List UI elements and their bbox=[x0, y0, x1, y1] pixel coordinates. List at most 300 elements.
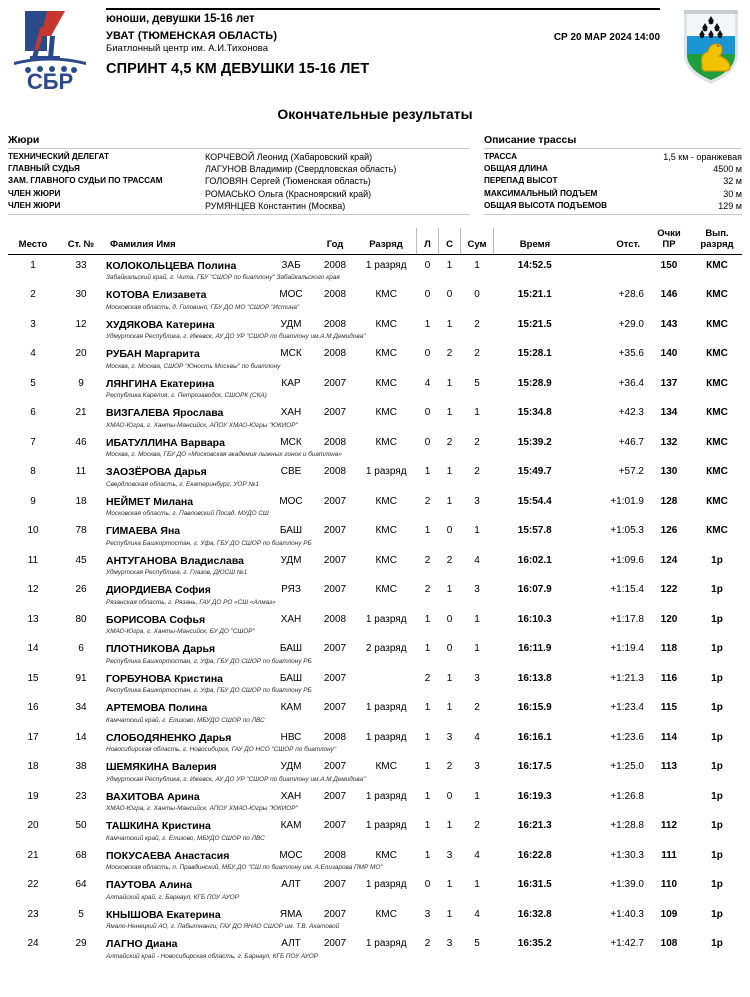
col-awarded-line1: Вып. bbox=[705, 227, 729, 239]
course-key: МАКСИМАЛЬНЫЙ ПОДЪЕМ bbox=[484, 188, 598, 198]
course-row bbox=[484, 151, 742, 163]
birth-year: 2008 bbox=[323, 613, 347, 625]
birth-year: 2007 bbox=[323, 790, 347, 802]
total-penalties: 2 bbox=[474, 436, 480, 448]
region: КАМ bbox=[280, 702, 302, 714]
region: НВС bbox=[280, 731, 302, 743]
region: ХАН bbox=[280, 613, 302, 625]
athlete-club: Камчатский край, г. Елизово, МБУДО СШОР по ЛВС bbox=[106, 716, 265, 724]
awarded-rank: КМС bbox=[706, 466, 728, 478]
athlete-club: Свердловская область, г. Екатеринбург, УОР №1 bbox=[106, 480, 259, 488]
prone-penalties: 0 bbox=[424, 407, 431, 419]
place: 22 bbox=[27, 879, 39, 891]
athlete-cell bbox=[104, 668, 312, 698]
athlete-name: ВАХИТОВА Арина bbox=[106, 790, 200, 803]
total-penalties: 1 bbox=[474, 525, 480, 537]
sport-rank: КМС bbox=[375, 495, 397, 507]
awarded-rank: 1р bbox=[711, 702, 723, 714]
table-row[interactable] bbox=[8, 402, 742, 432]
course-value: 32 м bbox=[723, 176, 742, 187]
athlete-cell bbox=[104, 491, 268, 521]
awarded-rank: 1р bbox=[711, 643, 723, 655]
points: 110 bbox=[660, 879, 678, 891]
birth-year: 2007 bbox=[323, 820, 347, 832]
points: 132 bbox=[660, 436, 678, 448]
jury-person: ГОЛОВЯН Сергей (Тюменская область) bbox=[205, 176, 371, 187]
table-row[interactable] bbox=[8, 786, 742, 816]
col-year: Год bbox=[314, 228, 356, 255]
time-behind: +42.3 bbox=[618, 407, 644, 419]
athlete-name: ШЕМЯКИНА Валерия bbox=[106, 761, 217, 774]
standing-penalties: 1 bbox=[446, 318, 453, 330]
awarded-rank: 1р bbox=[711, 554, 723, 566]
finish-time: 15:49.7 bbox=[517, 466, 552, 478]
athlete-club: ХМАО-Югра, г. Ханты-Мансийск, АПОУ ХМАО-Югры "ЮКИОР" bbox=[106, 421, 298, 429]
athlete-name: НЕЙМЕТ Милана bbox=[106, 495, 194, 508]
athlete-name: КОТОВА Елизавета bbox=[106, 289, 207, 302]
prone-penalties: 2 bbox=[424, 584, 431, 596]
athlete-name: ПАУТОВА Алина bbox=[106, 879, 193, 892]
awarded-rank: КМС bbox=[706, 495, 728, 507]
course-panel bbox=[484, 134, 742, 215]
prone-penalties: 1 bbox=[424, 820, 431, 832]
course-row bbox=[484, 163, 742, 175]
athlete-name: ДИОРДИЕВА София bbox=[106, 584, 211, 597]
bib: 91 bbox=[75, 672, 87, 684]
table-row[interactable] bbox=[8, 845, 742, 875]
athlete-club: Рязанская область, г. Рязань, ГАУ ДО РО «СШ «Алмаз» bbox=[106, 598, 276, 606]
athlete-club: ХМАО-Югра, г. Ханты-Мансийск, АПОУ ХМАО-Югры "ЮКИОР" bbox=[106, 805, 298, 813]
points: 111 bbox=[661, 849, 677, 861]
awarded-rank: КМС bbox=[706, 525, 728, 537]
points: 137 bbox=[660, 377, 678, 389]
crest-container bbox=[660, 4, 742, 88]
sport-rank bbox=[356, 668, 417, 698]
region: ЗАБ bbox=[281, 259, 301, 271]
awarded-rank: 1р bbox=[711, 879, 723, 891]
jury-role: ГЛАВНЫЙ СУДЬЯ bbox=[8, 164, 80, 174]
col-points-line2: ПР bbox=[662, 238, 676, 250]
region: АЛТ bbox=[281, 938, 301, 950]
col-prone: Л bbox=[417, 228, 439, 255]
points: 118 bbox=[660, 643, 678, 655]
bib: 26 bbox=[75, 584, 87, 596]
table-row[interactable] bbox=[8, 520, 742, 550]
points: 126 bbox=[660, 525, 678, 537]
athlete-name: ХУДЯКОВА Катерина bbox=[106, 318, 215, 331]
event-datetime: СР 20 МАР 2024 14:00 bbox=[553, 32, 660, 43]
awarded-rank: КМС bbox=[706, 259, 728, 271]
prone-penalties: 0 bbox=[424, 879, 431, 891]
course-value: 4500 м bbox=[713, 164, 742, 175]
finish-time: 16:17.5 bbox=[517, 761, 552, 773]
prone-penalties: 2 bbox=[424, 938, 431, 950]
birth-year: 2007 bbox=[323, 761, 347, 773]
athlete-club: Москва, г. Москва, СШОР "Юность Москвы" по биатлону bbox=[106, 362, 281, 370]
results-body bbox=[8, 254, 742, 963]
athlete-club: Новосибирская область, г. Новосибирск, ГАУ ДО НСО "СШОР по биатлону" bbox=[106, 746, 337, 754]
standing-penalties: 1 bbox=[446, 672, 453, 684]
finish-time: 15:28.1 bbox=[517, 348, 552, 360]
table-row[interactable] bbox=[8, 343, 742, 373]
sport-rank: КМС bbox=[375, 908, 397, 920]
table-row[interactable] bbox=[8, 727, 742, 757]
finish-time: 16:21.3 bbox=[517, 820, 552, 832]
prone-penalties: 3 bbox=[424, 908, 431, 920]
finish-time: 16:22.8 bbox=[517, 849, 552, 861]
standing-penalties: 1 bbox=[446, 584, 453, 596]
place: 16 bbox=[27, 702, 39, 714]
document-title: Окончательные результаты bbox=[277, 106, 473, 122]
prone-penalties: 0 bbox=[424, 289, 431, 301]
finish-time: 16:11.9 bbox=[518, 643, 552, 655]
bib: 18 bbox=[75, 495, 87, 507]
total-penalties: 2 bbox=[474, 702, 480, 714]
sbr-logo-icon bbox=[8, 6, 92, 92]
time-behind: +1:30.3 bbox=[610, 849, 644, 861]
awarded-rank: КМС bbox=[706, 407, 728, 419]
standing-penalties: 0 bbox=[446, 289, 453, 301]
sport-rank: 2 разряд bbox=[365, 643, 407, 655]
prone-penalties: 1 bbox=[424, 849, 431, 861]
athlete-club: Забайкальский край, г. Чита, ГБУ "СШОР по биатлону" Забайкальского края bbox=[106, 274, 340, 282]
region: СВЕ bbox=[280, 466, 302, 478]
total-penalties: 3 bbox=[474, 495, 480, 507]
sport-rank: 1 разряд bbox=[365, 613, 407, 625]
birth-year: 2008 bbox=[323, 436, 347, 448]
jury-role: ЧЛЕН ЖЮРИ bbox=[8, 200, 61, 210]
prone-penalties: 1 bbox=[424, 790, 431, 802]
birth-year: 2007 bbox=[323, 584, 347, 596]
athlete-club: Удмуртская Республика, г. Ижевск, АУ ДО УР "СШОР по биатлону им.А.М.Демидова" bbox=[106, 333, 366, 341]
total-penalties: 3 bbox=[474, 584, 480, 596]
awarded-rank: 1р bbox=[711, 613, 723, 625]
athlete-cell bbox=[104, 815, 268, 845]
jury-row bbox=[8, 163, 470, 175]
birth-year: 2007 bbox=[323, 495, 347, 507]
col-name: Фамилия Имя bbox=[104, 228, 268, 255]
race-title: СПРИНТ 4,5 КМ ДЕВУШКИ 15-16 ЛЕТ bbox=[106, 61, 370, 77]
finish-time: 15:34.8 bbox=[517, 407, 552, 419]
sport-rank: 1 разряд bbox=[365, 879, 407, 891]
prone-penalties: 0 bbox=[424, 348, 431, 360]
bib: 80 bbox=[75, 613, 87, 625]
time-behind: +1:23.4 bbox=[610, 702, 644, 714]
bib: 33 bbox=[75, 259, 87, 271]
finish-time: 15:39.2 bbox=[517, 436, 552, 448]
jury-person: РУМЯНЦЕВ Константин (Москва) bbox=[205, 200, 346, 211]
sport-rank: КМС bbox=[375, 436, 397, 448]
table-row[interactable] bbox=[8, 697, 742, 727]
bib: 29 bbox=[75, 938, 87, 950]
place: 5 bbox=[30, 377, 36, 389]
athlete-cell bbox=[104, 520, 312, 550]
region: КАМ bbox=[280, 820, 302, 832]
table-row[interactable] bbox=[8, 638, 742, 668]
table-row[interactable] bbox=[8, 314, 742, 344]
table-row[interactable] bbox=[8, 461, 742, 491]
points: 115 bbox=[660, 702, 678, 714]
jury-person: ЛАГУНОВ Владимир (Свердловская область) bbox=[205, 164, 397, 175]
prone-penalties: 1 bbox=[424, 702, 431, 714]
place: 23 bbox=[27, 908, 39, 920]
prone-penalties: 1 bbox=[424, 761, 431, 773]
sport-rank: КМС bbox=[375, 584, 397, 596]
standing-penalties: 1 bbox=[446, 466, 453, 478]
standing-penalties: 1 bbox=[446, 407, 453, 419]
standing-penalties: 1 bbox=[446, 820, 453, 832]
points: 116 bbox=[660, 672, 678, 684]
time-behind: +1:26.8 bbox=[610, 790, 644, 802]
region: МОС bbox=[279, 495, 303, 507]
birth-year: 2008 bbox=[323, 318, 347, 330]
course-value: 30 м bbox=[723, 188, 742, 199]
time-behind: +1:05.3 bbox=[610, 525, 644, 537]
prone-penalties: 1 bbox=[424, 466, 431, 478]
bib: 45 bbox=[75, 554, 87, 566]
birth-year: 2007 bbox=[323, 702, 347, 714]
table-row[interactable] bbox=[8, 668, 742, 698]
course-key: ПЕРЕПАД ВЫСОТ bbox=[484, 176, 558, 186]
col-rank: Разряд bbox=[356, 228, 417, 255]
table-row[interactable] bbox=[8, 284, 742, 314]
course-table bbox=[484, 151, 742, 212]
awarded-rank: 1р bbox=[711, 672, 723, 684]
venue-row bbox=[106, 30, 660, 54]
bib: 46 bbox=[75, 436, 87, 448]
jury-role: ЧЛЕН ЖЮРИ bbox=[8, 188, 61, 198]
bib: 30 bbox=[75, 289, 87, 301]
athlete-cell bbox=[104, 638, 312, 668]
jury-panel bbox=[8, 134, 470, 215]
time-behind: +1:19.4 bbox=[610, 643, 644, 655]
total-penalties: 3 bbox=[474, 761, 480, 773]
table-row[interactable] bbox=[8, 373, 742, 403]
bib: 68 bbox=[75, 849, 87, 861]
table-row[interactable] bbox=[8, 579, 742, 609]
athlete-club: Ямало-Ненецкий АО, г. Лабытнанги, ГАУ ДО ЯНАО СШОР им. Т.В. Ахатовой bbox=[106, 923, 340, 931]
points: 134 bbox=[660, 407, 678, 419]
venue-subtitle: Биатлонный центр им. А.И.Тихонова bbox=[106, 43, 269, 54]
place: 13 bbox=[27, 613, 39, 625]
athlete-name: АНТУГАНОВА Владислава bbox=[106, 554, 245, 567]
time-behind: +1:25.0 bbox=[610, 761, 644, 773]
table-row[interactable] bbox=[8, 609, 742, 639]
bib: 9 bbox=[78, 377, 84, 389]
total-penalties: 4 bbox=[474, 731, 480, 743]
total-penalties: 2 bbox=[474, 348, 480, 360]
place: 2 bbox=[30, 289, 36, 301]
bib: 11 bbox=[75, 466, 87, 478]
sport-rank: КМС bbox=[375, 318, 397, 330]
sport-rank: 1 разряд bbox=[365, 790, 407, 802]
birth-year: 2008 bbox=[323, 849, 347, 861]
awarded-rank: КМС bbox=[706, 318, 728, 330]
prone-penalties: 1 bbox=[424, 613, 431, 625]
athlete-cell bbox=[104, 284, 300, 314]
time-behind: +29.0 bbox=[618, 318, 644, 330]
table-row[interactable] bbox=[8, 874, 742, 904]
athlete-club: Московская область, п. Правдинский, МБУ ДО "СШ по биатлону им. А.Елизарова ПМР МО" bbox=[106, 864, 383, 872]
athlete-club: Московская область, д. Головино, ГБУ ДО МО "СШОР "Истина" bbox=[106, 303, 300, 311]
total-penalties: 2 bbox=[474, 466, 480, 478]
region: ЯМА bbox=[279, 908, 303, 920]
venue-block bbox=[106, 30, 277, 54]
birth-year: 2007 bbox=[323, 879, 347, 891]
points: 113 bbox=[660, 761, 678, 773]
finish-time: 16:19.3 bbox=[517, 790, 552, 802]
finish-time: 15:57.8 bbox=[517, 525, 552, 537]
athlete-cell bbox=[104, 874, 268, 904]
jury-row bbox=[8, 188, 470, 200]
jury-row bbox=[8, 175, 470, 187]
prone-penalties: 2 bbox=[424, 495, 431, 507]
place: 12 bbox=[27, 584, 39, 596]
place: 9 bbox=[30, 495, 36, 507]
athlete-cell bbox=[104, 697, 268, 727]
place: 21 bbox=[27, 849, 39, 861]
total-penalties: 4 bbox=[474, 849, 480, 861]
athlete-name: ГИМАЕВА Яна bbox=[106, 525, 181, 538]
standing-penalties: 1 bbox=[446, 908, 453, 920]
table-row[interactable] bbox=[8, 432, 742, 462]
athlete-name: ГОРБУНОВА Кристина bbox=[106, 672, 224, 685]
course-row bbox=[484, 188, 742, 200]
region: МОС bbox=[279, 849, 303, 861]
prone-penalties: 1 bbox=[424, 643, 431, 655]
prone-penalties: 1 bbox=[424, 731, 431, 743]
athlete-cell bbox=[104, 933, 318, 963]
sport-rank: 1 разряд bbox=[365, 259, 407, 271]
time-behind: +1:42.7 bbox=[610, 938, 644, 950]
jury-role: ТЕХНИЧЕСКИЙ ДЕЛЕГАТ bbox=[8, 152, 110, 162]
athlete-cell bbox=[104, 550, 268, 580]
place: 10 bbox=[27, 525, 39, 537]
results-table bbox=[8, 228, 742, 963]
standing-penalties: 2 bbox=[446, 761, 453, 773]
standing-penalties: 0 bbox=[446, 613, 453, 625]
event-category: юноши, девушки 15-16 лет bbox=[106, 13, 255, 25]
standing-penalties: 0 bbox=[446, 790, 453, 802]
athlete-name: АРТЕМОВА Полина bbox=[106, 702, 208, 715]
region: ХАН bbox=[280, 790, 302, 802]
course-row bbox=[484, 175, 742, 187]
total-penalties: 1 bbox=[474, 643, 480, 655]
time-behind: +1:01.9 bbox=[610, 495, 644, 507]
points: 108 bbox=[660, 938, 678, 950]
table-row[interactable] bbox=[8, 756, 742, 786]
time-behind: +1:09.6 bbox=[610, 554, 644, 566]
athlete-name: ВИЗГАЛЕВА Ярослава bbox=[106, 407, 224, 420]
table-row[interactable] bbox=[8, 815, 742, 845]
total-penalties: 1 bbox=[474, 790, 480, 802]
birth-year: 2008 bbox=[323, 259, 347, 271]
course-body bbox=[484, 148, 742, 215]
awarded-rank: КМС bbox=[706, 289, 728, 301]
total-penalties: 1 bbox=[474, 613, 480, 625]
total-penalties: 0 bbox=[474, 289, 480, 301]
sport-rank: КМС bbox=[375, 377, 397, 389]
points: 140 bbox=[660, 348, 678, 360]
points bbox=[646, 786, 692, 816]
athlete-name: ЗАОЗЁРОВА Дарья bbox=[106, 466, 207, 479]
total-penalties: 2 bbox=[474, 820, 480, 832]
points: 128 bbox=[660, 495, 678, 507]
region: УДМ bbox=[280, 318, 302, 330]
standing-penalties: 3 bbox=[446, 731, 453, 743]
course-value: 1,5 км - оранжевая bbox=[663, 152, 742, 163]
place: 6 bbox=[30, 407, 36, 419]
bib: 12 bbox=[75, 318, 87, 330]
sbr-logo-container bbox=[8, 4, 100, 92]
course-key: ОБЩАЯ ДЛИНА bbox=[484, 164, 548, 174]
time-behind bbox=[576, 254, 646, 284]
bib: 64 bbox=[75, 879, 87, 891]
place: 4 bbox=[30, 348, 36, 360]
col-awarded-rank bbox=[692, 228, 742, 255]
sport-rank: КМС bbox=[375, 525, 397, 537]
athlete-club: Удмуртская Республика, г. Глазов, ДЮСШ №1 bbox=[106, 569, 248, 577]
birth-year: 2007 bbox=[323, 908, 347, 920]
awarded-rank: 1р bbox=[711, 820, 723, 832]
finish-time: 16:07.9 bbox=[517, 584, 552, 596]
sport-rank: 1 разряд bbox=[365, 466, 407, 478]
birth-year: 2007 bbox=[323, 377, 347, 389]
jury-body bbox=[8, 148, 470, 215]
place: 20 bbox=[27, 820, 39, 832]
awarded-rank: 1р bbox=[711, 938, 723, 950]
points: 112 bbox=[660, 820, 678, 832]
place: 17 bbox=[27, 731, 39, 743]
points: 122 bbox=[660, 584, 678, 596]
sport-rank: 1 разряд bbox=[365, 820, 407, 832]
athlete-cell bbox=[104, 786, 298, 816]
bib: 50 bbox=[75, 820, 87, 832]
birth-year: 2008 bbox=[323, 348, 347, 360]
time-behind: +35.6 bbox=[618, 348, 644, 360]
athlete-club: Республика Башкортостан, г. Уфа, ГБУ ДО СШОР по биатлону РБ bbox=[106, 539, 312, 547]
table-row[interactable] bbox=[8, 491, 742, 521]
col-points-line1: Очки bbox=[657, 227, 681, 239]
col-bib: Ст. № bbox=[58, 228, 104, 255]
table-row[interactable] bbox=[8, 904, 742, 934]
region: МОС bbox=[279, 289, 303, 301]
sport-rank: 1 разряд bbox=[365, 938, 407, 950]
sport-rank: 1 разряд bbox=[365, 702, 407, 714]
awarded-rank: 1р bbox=[711, 908, 723, 920]
table-row[interactable] bbox=[8, 254, 742, 284]
region: БАШ bbox=[279, 525, 303, 537]
athlete-cell bbox=[104, 461, 268, 491]
prone-penalties: 2 bbox=[424, 554, 431, 566]
finish-time: 16:10.3 bbox=[517, 613, 552, 625]
time-behind: +1:28.8 bbox=[610, 820, 644, 832]
standing-penalties: 1 bbox=[446, 495, 453, 507]
jury-title: Жюри bbox=[8, 134, 40, 146]
time-behind: +1:23.6 bbox=[610, 731, 644, 743]
prone-penalties: 0 bbox=[424, 436, 431, 448]
finish-time: 16:15.9 bbox=[517, 702, 552, 714]
finish-time: 16:02.1 bbox=[517, 554, 552, 566]
athlete-name: КНЫШОВА Екатерина bbox=[106, 908, 221, 921]
awarded-rank: 1р bbox=[711, 761, 723, 773]
place: 3 bbox=[30, 318, 36, 330]
sport-rank: КМС bbox=[375, 289, 397, 301]
table-row[interactable] bbox=[8, 933, 742, 963]
bib: 5 bbox=[78, 908, 84, 920]
standing-penalties: 3 bbox=[446, 938, 453, 950]
table-row[interactable] bbox=[8, 550, 742, 580]
